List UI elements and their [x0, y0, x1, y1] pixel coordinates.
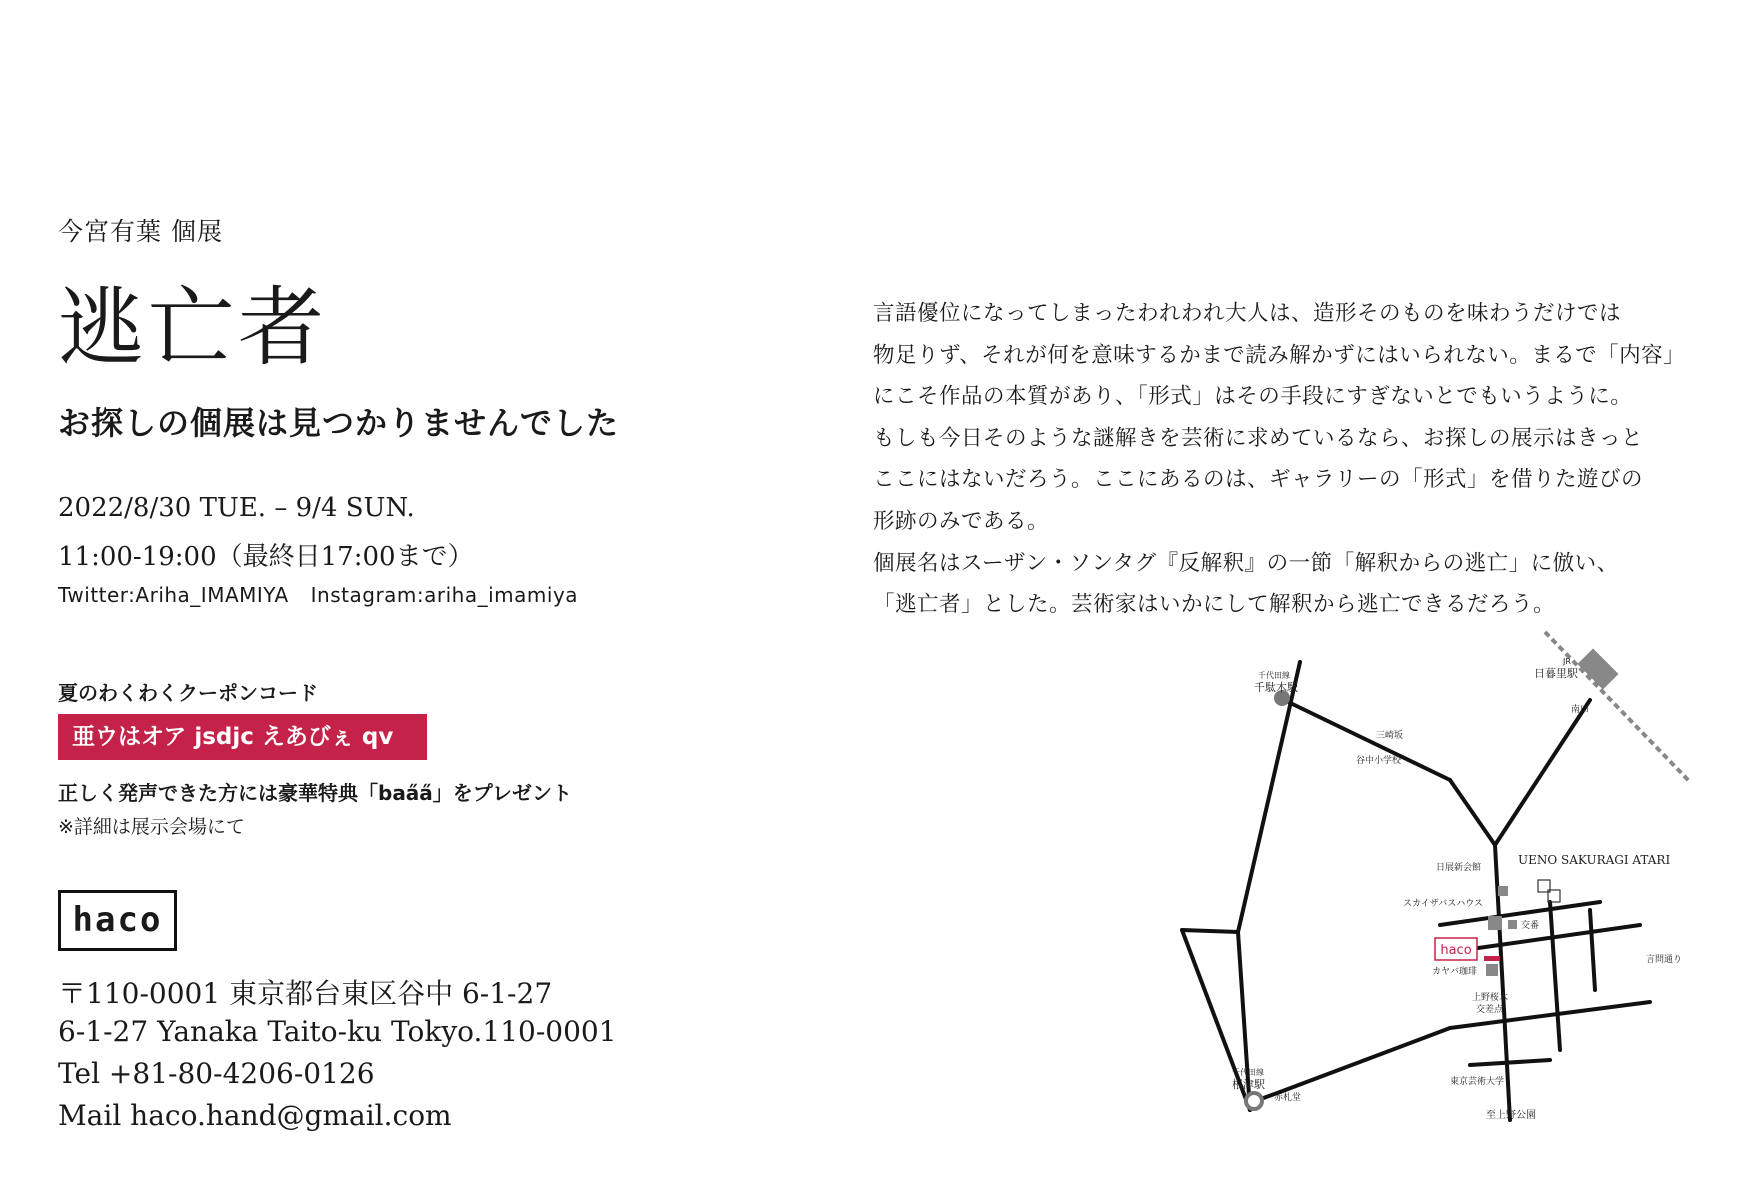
haco-logo: haco [58, 890, 177, 951]
artist-name: 今宮有葉 個展 [58, 217, 223, 246]
coupon-note: 正しく発声できた方には豪華特典「baa̋a̋」をプレゼント [58, 781, 573, 805]
statement-line: 言語優位になってしまったわれわれ大人は、造形そのものを味わうだけでは [873, 301, 1622, 326]
haco-location-marker [1484, 956, 1500, 961]
exhibition-subtitle: お探しの個展は見つかりませんでした [58, 404, 620, 442]
scai-label: スカイザバスハウス [1403, 899, 1483, 909]
sendagi-line-label: 千代田線 [1258, 671, 1290, 680]
twitter-handle[interactable]: Twitter:Ariha_IMAMIYA [58, 583, 289, 607]
road-to-junction [1450, 780, 1495, 845]
nippori-station-icon [1577, 648, 1618, 689]
road-east-vertical-2 [1590, 910, 1595, 990]
road-southwest [1280, 1028, 1450, 1092]
jr-label: JR [1563, 657, 1571, 666]
sekireido-label: 赤札堂 [1274, 1093, 1302, 1103]
nippori-station-label: 日暮里駅 [1534, 667, 1578, 680]
nezu-station-icon [1246, 1093, 1262, 1109]
jr-railway-line [1545, 632, 1690, 782]
statement-line: 個展名はスーザン・ソンタグ『反解釈』の一節「解釈からの逃亡」に倣い、 [873, 550, 1619, 576]
scai-icon [1488, 916, 1502, 930]
access-map-svg [1150, 620, 1710, 1140]
coupon-heading: 夏のわくわくクーポンコード [58, 681, 318, 705]
statement-line: 物足りず、それが何を意味するかまで読み解かずにはいられない。まるで「内容」 [873, 342, 1686, 368]
statement-line: 形跡のみである。 [873, 508, 1050, 534]
sendagi-station-label: 千駄木駅 [1254, 681, 1298, 694]
ueno-sakuragi-atari-label: UENO SAKURAGI ATARI [1518, 853, 1671, 867]
exhibition-title: 逃亡者 [58, 278, 328, 378]
coupon-code: 亜ウはオア jsdjc えあびぇ qv [58, 714, 427, 760]
nezu-line-label: 千代田線 [1232, 1068, 1264, 1077]
crossing-label-1: 上野桜木 [1472, 993, 1509, 1003]
phone-number[interactable]: Tel +81-80-4206-0126 [58, 1057, 375, 1090]
coupon-detail-note: ※詳細は展示会場にて [58, 816, 245, 838]
instagram-handle[interactable]: Instagram:ariha_imamiya [310, 583, 579, 607]
yanaka-school-label: 谷中小学校 [1356, 756, 1402, 766]
opening-hours: 11:00-19:00（最終日17:00まで） [58, 542, 474, 572]
statement-line: にこそ作品の本質があり、「形式」はその手段にすぎないとでもいうように。 [873, 384, 1633, 410]
nezu-station-label: 根津駅 [1232, 1078, 1265, 1091]
roads [1182, 662, 1650, 1120]
kayaba-icon [1486, 964, 1498, 976]
road-to-nippori [1495, 700, 1590, 845]
road-south-cross [1470, 1060, 1550, 1065]
statement-line: ここにはないだろう。ここにあるのは、ギャラリーの「形式」を借りた遊びの [873, 467, 1644, 493]
nippori-hall-icon [1498, 886, 1508, 896]
kayaba-label: カヤバ珈琲 [1432, 967, 1478, 977]
statement-line: もしも今日そのような謎解きを芸術に求めているなら、お探しの展示はきっと [873, 425, 1644, 451]
social-handles [58, 583, 578, 607]
email-address[interactable]: Mail haco.hand@gmail.com [58, 1099, 452, 1132]
koban-label: 交番 [1521, 921, 1540, 931]
geidai-label: 東京芸術大学 [1450, 1077, 1505, 1087]
to-ueno-park-label: 至上野公園 [1486, 1110, 1536, 1121]
road-east-vertical [1550, 902, 1560, 1050]
artist-statement [873, 293, 1713, 626]
access-map [1150, 620, 1710, 1140]
road-east-2 [1450, 925, 1640, 952]
koban-icon [1508, 920, 1517, 929]
south-exit-label: 南口 [1571, 705, 1590, 715]
road-west-stub [1182, 930, 1238, 932]
address-english: 6-1-27 Yanaka Taito-ku Tokyo.110-0001 [58, 1015, 617, 1048]
sansakizaka-label: 三崎坂 [1376, 731, 1404, 741]
crossing-label-2: 交差点 [1476, 1005, 1504, 1015]
nippori-hall-label: 日展新会館 [1436, 863, 1482, 873]
statement-line: 「逃亡者」とした。芸術家はいかにして解釈から逃亡できるだろう。 [873, 592, 1556, 618]
road-sansakizaka [1280, 698, 1450, 780]
haco-map-label: haco [1440, 943, 1472, 958]
exhibition-dates: 2022/8/30 TUE. – 9/4 SUN. [58, 493, 415, 523]
address-japanese: 〒110-0001 東京都台東区谷中 6-1-27 [58, 977, 553, 1010]
kototoi-label: 言問通り [1646, 955, 1683, 965]
